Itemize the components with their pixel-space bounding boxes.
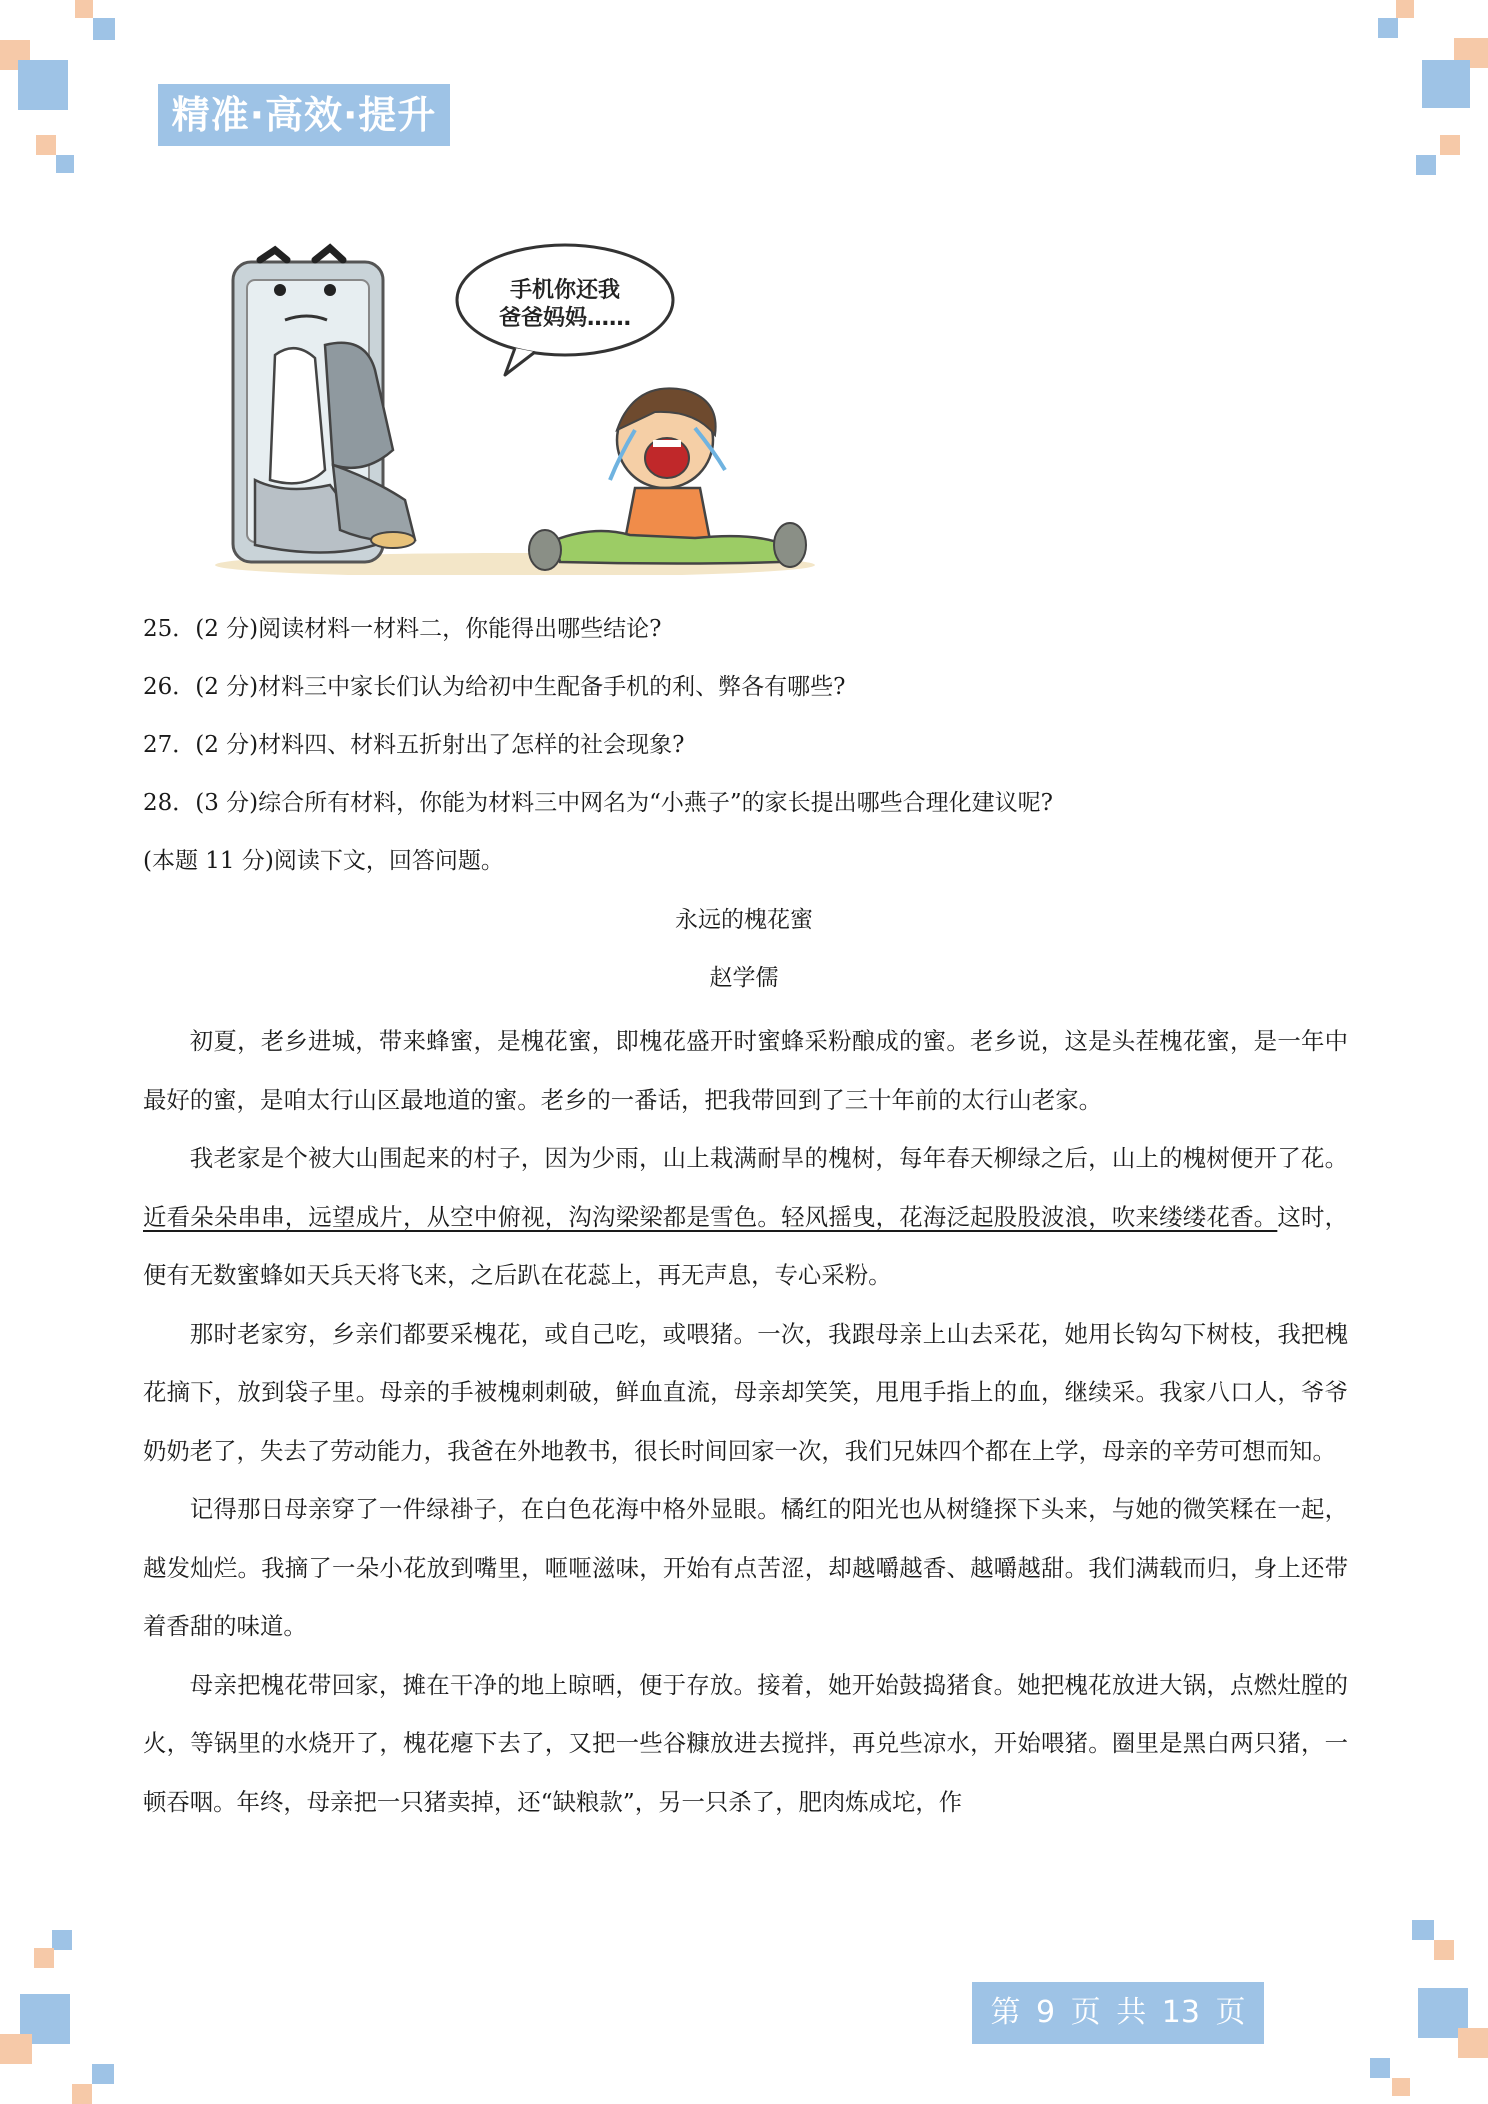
corner-decoration-top-left xyxy=(0,0,120,170)
paragraph-2-tail: 这时，便有无数蜜蜂如天兵天将飞来，之后趴在花蕊上，再无声息，专心采粉。 xyxy=(143,1202,1348,1289)
question-28: 28．(3 分)综合所有材料，你能为材料三中网名为“小燕子”的家长提出哪些合理化建议呢? xyxy=(143,790,1054,816)
question-26: 26．(2 分)材料三中家长们认为给初中生配备手机的利、弊各有哪些? xyxy=(143,674,846,700)
kneeling-parents xyxy=(255,343,415,553)
question-27: 27．(2 分)材料四、材料五折射出了怎样的社会现象? xyxy=(143,732,685,758)
header-brand-label: 精准·高效·提升 xyxy=(158,84,450,146)
corner-decoration-bottom-right xyxy=(1370,1900,1488,2104)
bubble-text-line2: 爸爸妈妈…… xyxy=(498,306,632,331)
paragraph-2-lead: 我老家是个被大山围起来的村子，因为少雨，山上栽满耐旱的槐树，每年春天柳绿之后，山上的槐树便开了花。 xyxy=(189,1144,1348,1172)
paragraph-3: 那时老家穷，乡亲们都要采槐花，或自己吃，或喂猪。一次，我跟母亲上山去采花，她用长钩勾下树枝，我把槐花摘下，放到袋子里。母亲的手被槐刺刺破，鲜血直流，母亲却笑笑，甩甩手指上的血，继续采。我家八口人，爷爷奶奶老了，失去了劳动能力，我爸在外地教书，很长时间回家一次，我们兄妹四个都在上学，母亲的辛劳可想而知。 xyxy=(143,1319,1348,1465)
paragraph-4: 记得那日母亲穿了一件绿褂子，在白色花海中格外显眼。橘红的阳光也从树缝探下头来，与她的微笑糅在一起，越发灿烂。我摘了一朵小花放到嘴里，咂咂滋味，开始有点苦涩，却越嚼越香、越嚼越甜。我们满载而归，身上还带着香甜的味道。 xyxy=(143,1495,1348,1640)
corner-decoration-bottom-left xyxy=(0,1920,120,2104)
corner-decoration-top-right xyxy=(1370,0,1488,180)
article-author: 赵学儒 xyxy=(709,965,779,991)
cartoon-illustration xyxy=(215,240,825,575)
page-number-label: 第 9 页 共 13 页 xyxy=(972,1982,1264,2044)
bubble-text-line1: 手机你还我 xyxy=(509,278,621,303)
section-intro: (本题 11 分)阅读下文，回答问题。 xyxy=(143,848,504,874)
paragraph-2 xyxy=(143,1129,1348,1305)
crying-child xyxy=(529,388,806,570)
article-body xyxy=(143,1012,1348,1831)
article-title: 永远的槐花蜜 xyxy=(675,907,813,933)
underlined-sentence: 近看朵朵串串，远望成片，从空中俯视，沟沟梁梁都是雪色。轻风摇曳，花海泛起股股波浪，吹来缕缕花香。 xyxy=(143,1202,1278,1231)
speech-bubble xyxy=(457,245,673,375)
paragraph-1: 初夏，老乡进城，带来蜂蜜，是槐花蜜，即槐花盛开时蜜蜂采粉酿成的蜜。老乡说，这是头茬槐花蜜，是一年中最好的蜜，是咱太行山区最地道的蜜。老乡的一番话，把我带回到了三十年前的太行山老家。 xyxy=(143,1027,1348,1114)
paragraph-5: 母亲把槐花带回家，摊在干净的地上晾晒，便于存放。接着，她开始鼓捣猪食。她把槐花放进大锅，点燃灶膛的火，等锅里的水烧开了，槐花瘪下去了，又把一些谷糠放进去搅拌，再兑些凉水，开始喂猪。圈里是黑白两只猪，一顿吞咽。年终，母亲把一只猪卖掉，还“缺粮款”，另一只杀了，肥肉炼成坨，作 xyxy=(143,1670,1348,1816)
question-25: 25．(2 分)阅读材料一材料二，你能得出哪些结论? xyxy=(143,616,662,642)
